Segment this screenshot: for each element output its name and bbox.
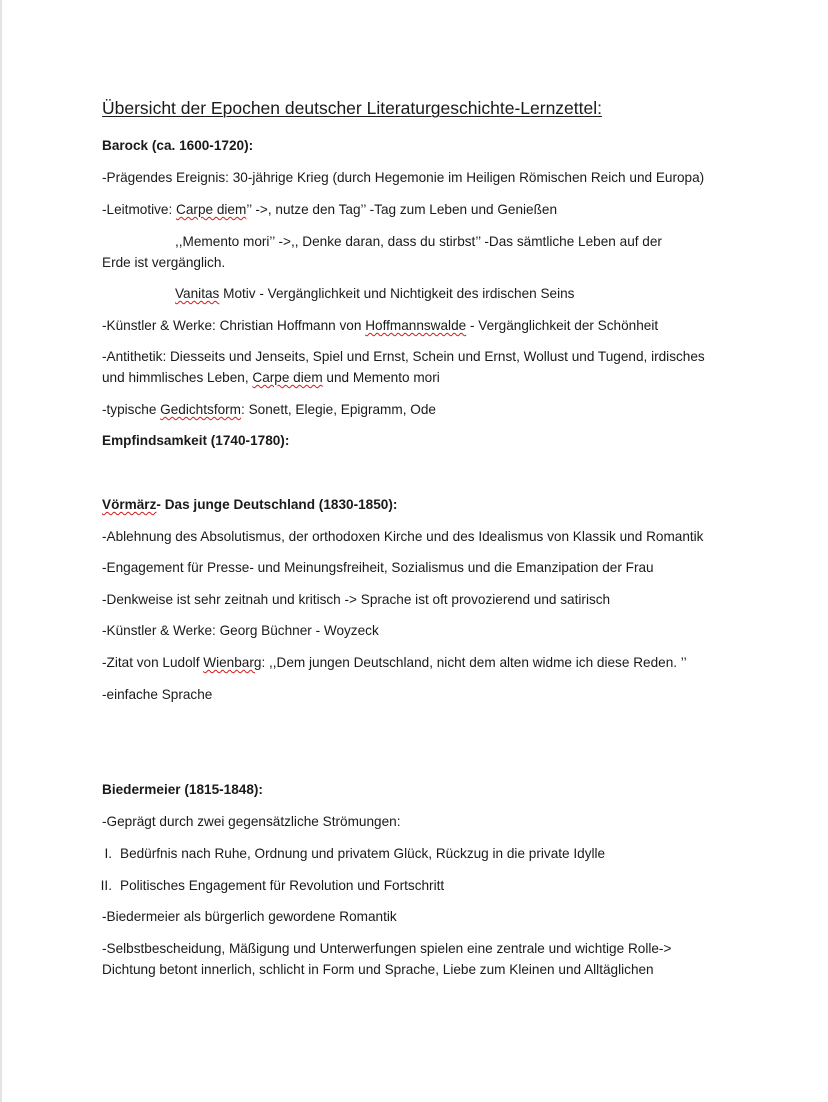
list-item bbox=[90, 844, 605, 864]
list-numeral: I. bbox=[104, 846, 112, 861]
vormaerz-kuenstler: -Künstler & Werke: Georg Büchner - Woyzeck bbox=[102, 623, 379, 638]
list-text: Politisches Engagement für Revolution und Fortschritt bbox=[120, 878, 445, 893]
barock-antithetik-line1: -Antithetik: Diesseits und Jenseits, Spiel und Ernst, Schein und Ernst, Wollust und Tugend, irdisches bbox=[102, 349, 705, 364]
leitmotive-rest: ’’ ->, nutze den Tag’’ -Tag zum Leben und Genießen bbox=[246, 202, 558, 217]
spellcheck-term: Carpe diem bbox=[252, 370, 323, 385]
biedermeier-selbst-line1: -Selbstbescheidung, Mäßigung und Unterwerfungen spielen eine zentrale und wichtige Rolle-> bbox=[102, 941, 672, 956]
list-item bbox=[90, 876, 444, 896]
page-title: Übersicht der Epochen deutscher Literaturgeschichte-Lernzettel: bbox=[102, 98, 602, 118]
vormaerz-denkweise: -Denkweise ist sehr zeitnah und kritisch -> Sprache ist oft provozierend und satirisch bbox=[102, 592, 611, 607]
biedermeier-romantik: -Biedermeier als bürgerlich gewordene Romantik bbox=[102, 909, 397, 924]
gedicht-prefix: -typische bbox=[102, 402, 161, 417]
spellcheck-term: Gedichtsform bbox=[160, 402, 242, 417]
vormaerz-zitat bbox=[102, 653, 687, 673]
leitmotive-prefix: -Leitmotive: bbox=[102, 202, 177, 217]
barock-heading: Barock (ca. 1600-1720): bbox=[102, 138, 254, 153]
spellcheck-term: Wienbarg bbox=[203, 655, 262, 670]
zitat-rest: : ,,Dem jungen Deutschland, nicht dem alten widme ich diese Reden. ’’ bbox=[261, 655, 687, 670]
biedermeier-heading: Biedermeier (1815-1848): bbox=[102, 782, 263, 797]
kuenstler-rest: - Vergänglichkeit der Schönheit bbox=[466, 318, 659, 333]
barock-kuenstler bbox=[102, 316, 658, 336]
biedermeier-gepraegt: -Geprägt durch zwei gegensätzliche Strömungen: bbox=[102, 814, 401, 829]
spellcheck-term: Vanitas bbox=[175, 286, 220, 301]
barock-memento-line2: Erde ist vergänglich. bbox=[102, 255, 226, 270]
vormaerz-ablehnung: -Ablehnung des Absolutismus, der orthodoxen Kirche und des Idealismus von Klassik und Romantik bbox=[102, 529, 704, 544]
barock-antithetik-line2 bbox=[102, 368, 440, 388]
barock-gedichtsform bbox=[102, 400, 436, 420]
vormaerz-sprache: -einfache Sprache bbox=[102, 687, 213, 702]
barock-leitmotive bbox=[102, 200, 557, 220]
vanitas-rest: Motiv - Vergänglichkeit und Nichtigkeit des irdischen Seins bbox=[219, 286, 575, 301]
vormaerz-heading bbox=[102, 495, 397, 515]
vormaerz-heading-rest: - Das junge Deutschland (1830-1850): bbox=[156, 497, 398, 512]
barock-ereignis: -Prägendes Ereignis: 30-jährige Krieg (durch Hegemonie im Heiligen Römischen Reich und Europa) bbox=[102, 170, 705, 185]
empfindsamkeit-heading: Empfindsamkeit (1740-1780): bbox=[102, 433, 290, 448]
spellcheck-term: Carpe diem bbox=[176, 202, 247, 217]
list-text: Bedürfnis nach Ruhe, Ordnung und privatem Glück, Rückzug in die private Idylle bbox=[120, 846, 606, 861]
barock-vanitas bbox=[175, 284, 574, 304]
biedermeier-selbst-line2: Dichtung betont innerlich, schlicht in Form und Sprache, Liebe zum Kleinen und Alltäglichen bbox=[102, 962, 654, 977]
zitat-prefix: -Zitat von Ludolf bbox=[102, 655, 204, 670]
list-numeral: II. bbox=[100, 878, 112, 893]
vormaerz-engagement: -Engagement für Presse- und Meinungsfreiheit, Sozialismus und die Emanzipation der Frau bbox=[102, 560, 654, 575]
antithetik-rest: und Memento mori bbox=[322, 370, 440, 385]
spellcheck-term: Vörmärz bbox=[102, 497, 157, 512]
barock-memento-line1: ,,Memento mori’’ ->,, Denke daran, dass du stirbst’’ -Das sämtliche Leben auf der bbox=[175, 234, 662, 249]
spellcheck-term: Hoffmannswalde bbox=[365, 318, 467, 333]
kuenstler-prefix: -Künstler & Werke: Christian Hoffmann von bbox=[102, 318, 366, 333]
antithetik-prefix: und himmlisches Leben, bbox=[102, 370, 253, 385]
gedicht-rest: : Sonett, Elegie, Epigramm, Ode bbox=[241, 402, 436, 417]
